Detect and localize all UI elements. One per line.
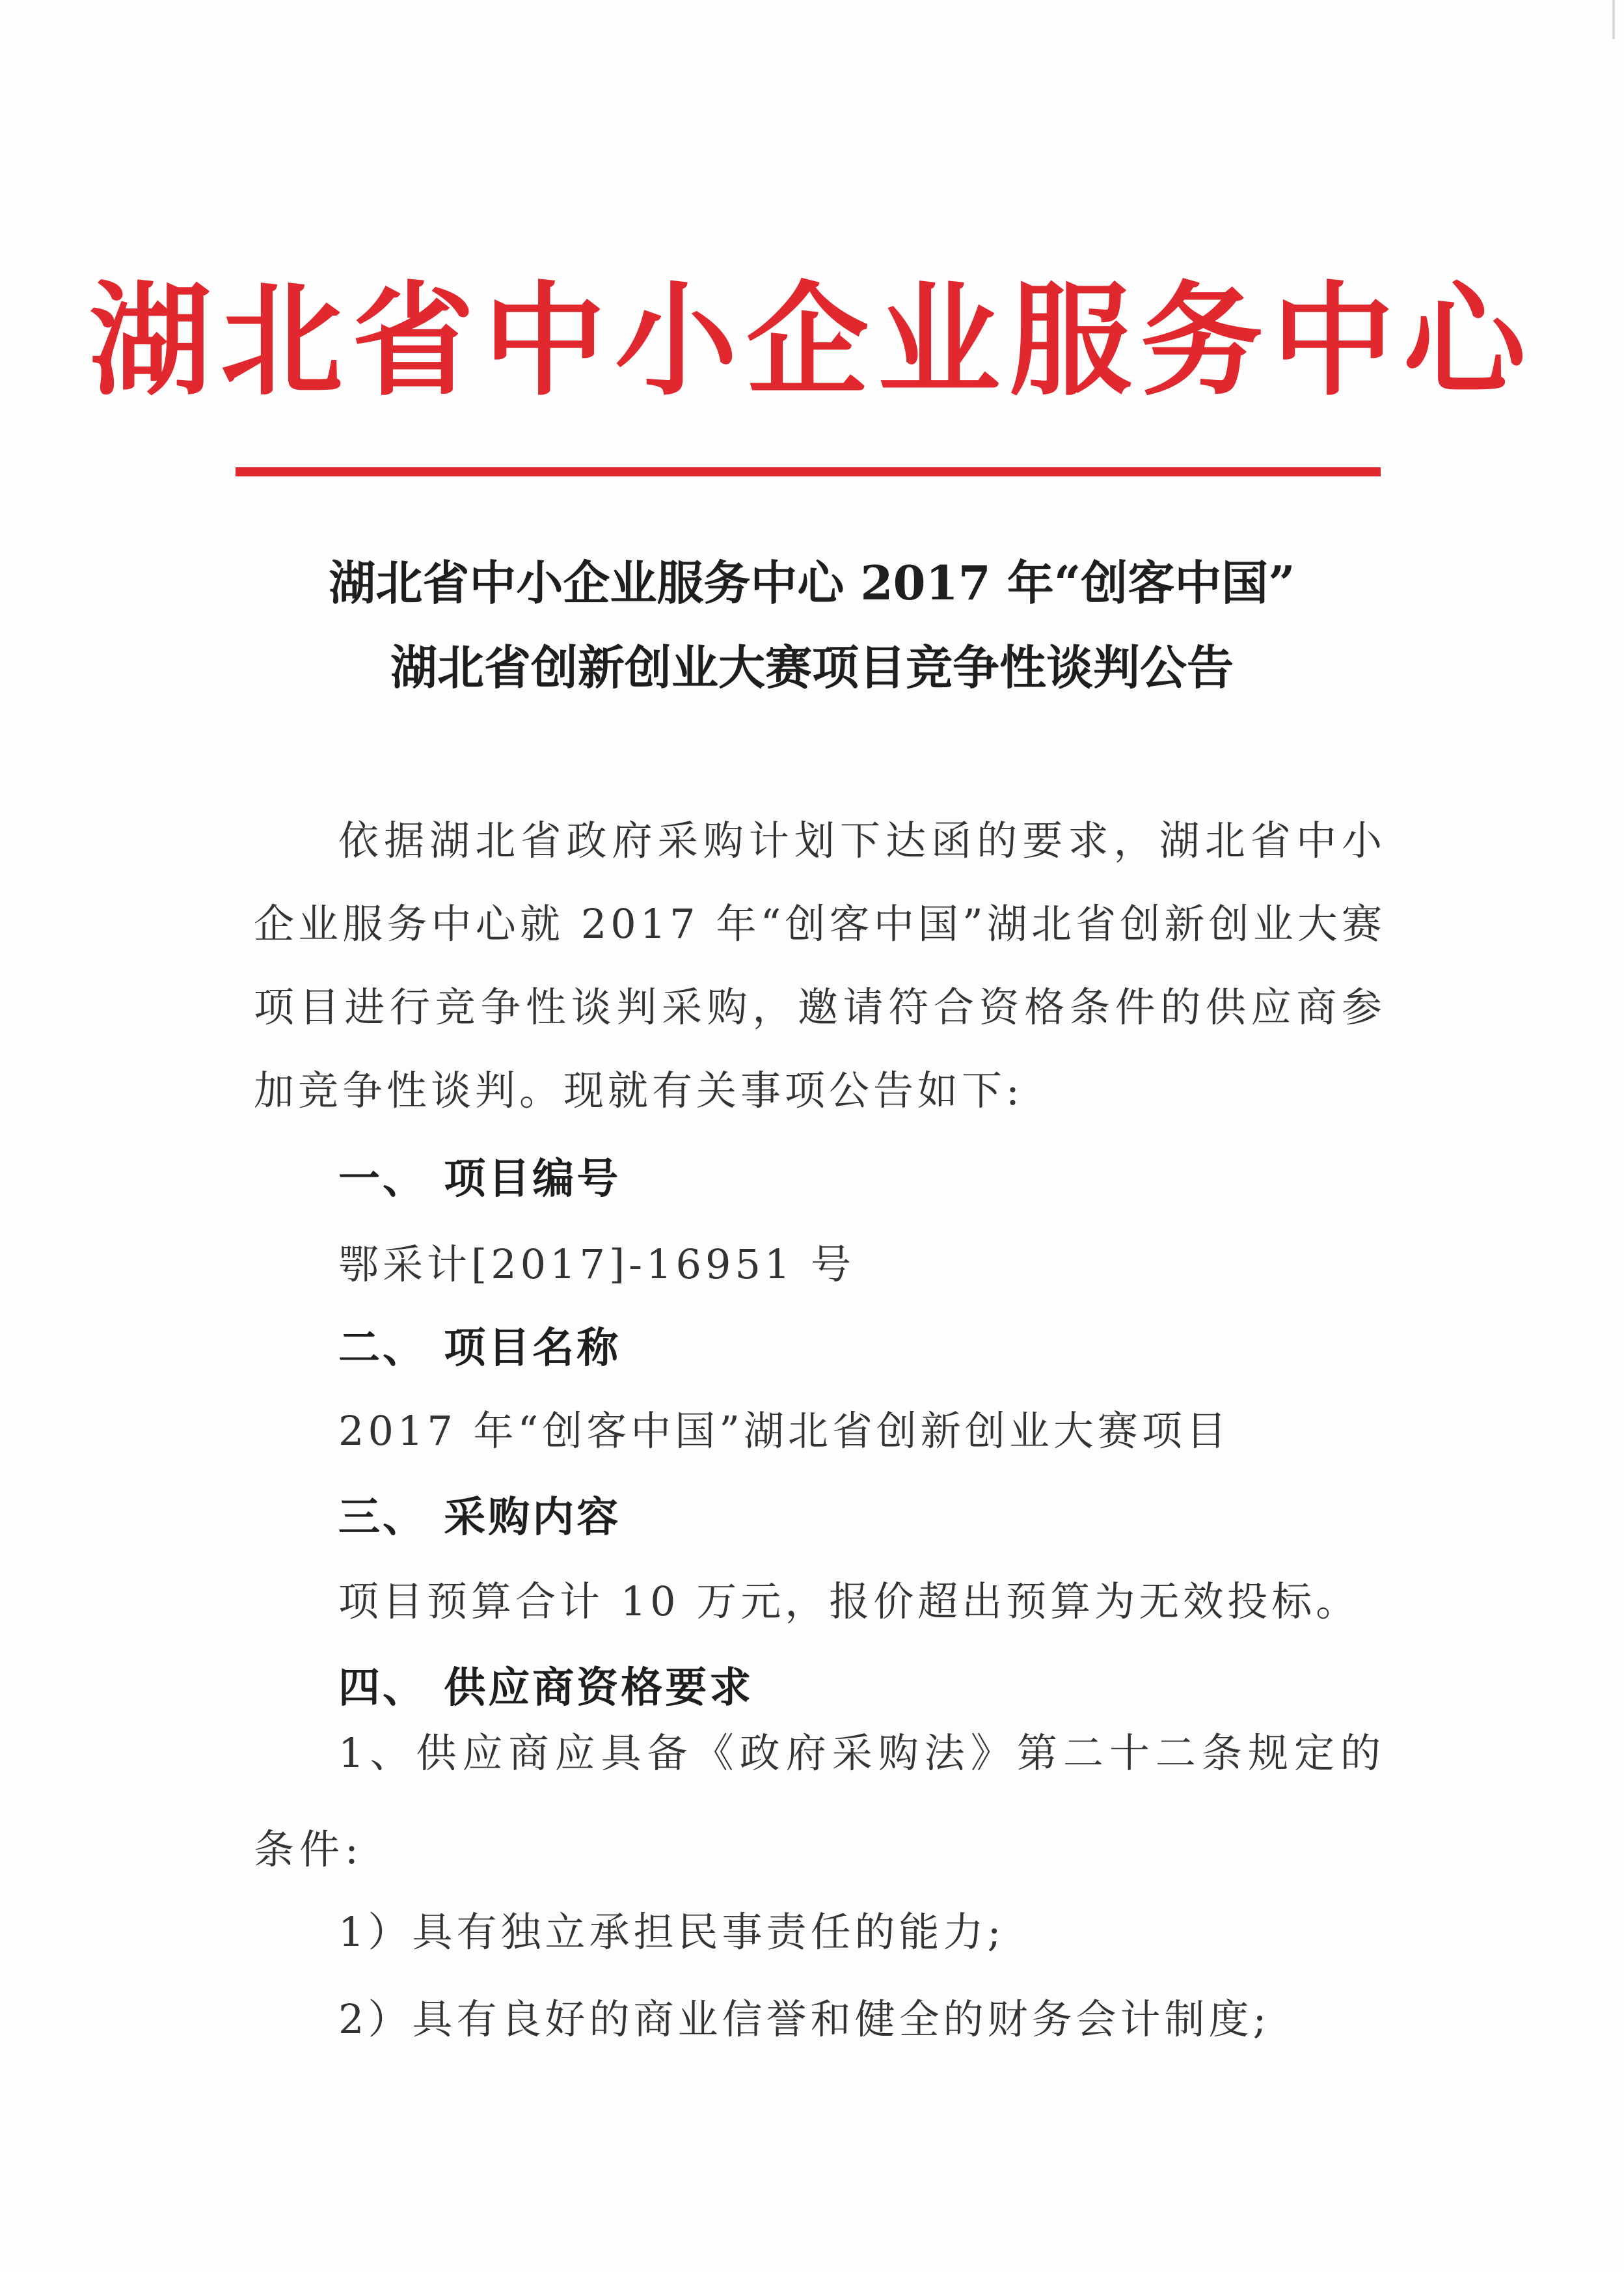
letterhead-org-name: 湖北省中小企业服务中心 (89, 269, 1535, 413)
requirement-item-1: 1）具有独立承担民事责任的能力; (338, 1908, 1005, 1956)
letterhead-red-rule (236, 467, 1381, 476)
section-heading-procurement-content: 三、 采购内容 (338, 1494, 621, 1542)
section-body-procurement-content: 项目预算合计 10 万元，报价超出预算为无效投标。 (338, 1578, 1360, 1625)
intro-paragraph: 依据湖北省政府采购计划下达函的要求，湖北省中小企业服务中心就 2017 年“创客中国”湖北省创新创业大赛项目进行竞争性谈判采购，邀请符合资格条件的供应商参加竞争性谈判。现就有关事项公告如下: (254, 817, 1386, 1114)
requirement-item-2: 2）具有良好的商业信誉和健全的财务会计制度; (338, 1995, 1271, 2043)
section-body-project-name: 2017 年“创客中国”湖北省创新创业大赛项目 (338, 1407, 1230, 1455)
section-heading-supplier-qualifications: 四、 供应商资格要求 (338, 1664, 754, 1712)
section-body-supplier-qualifications: 1、供应商应具备《政府采购法》第二十二条规定的条件: (254, 1729, 1386, 1873)
section-body-project-number: 鄂采计[2017]-16951 号 (338, 1240, 856, 1288)
scan-edge-mark (1612, 0, 1615, 39)
section-heading-project-name: 二、 项目名称 (338, 1324, 621, 1373)
document-title-line-2: 湖北省创新创业大赛项目竞争性谈判公告 (390, 640, 1234, 695)
section-heading-project-number: 一、 项目编号 (338, 1155, 621, 1203)
document-title-line-1: 湖北省中小企业服务中心 2017 年“创客中国” (329, 555, 1295, 610)
